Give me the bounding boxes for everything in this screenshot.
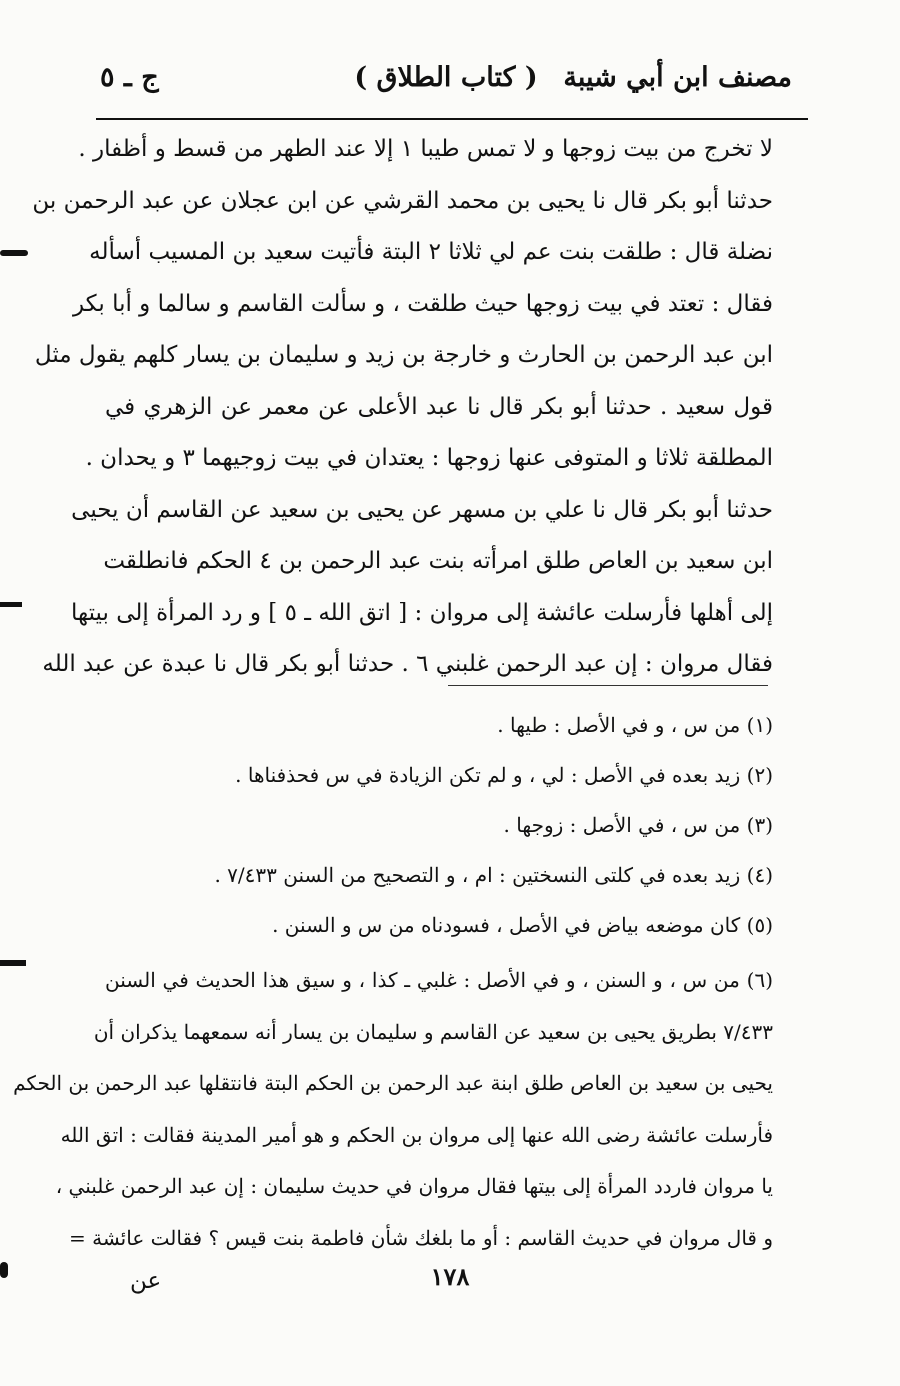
footnote-line: فأرسلت عائشة رضى الله عنها إلى مروان بن الحكم و هو أمير المدينة فقالت : اتق الله <box>60 1122 773 1147</box>
main-text <box>32 124 773 691</box>
footnote: (٥) كان موضعه بياض في الأصل ، فسودناه من س و السنن . <box>272 913 773 937</box>
scan-mark <box>0 602 22 607</box>
text-line: إلى أهلها فأرسلت عائشة إلى مروان : [ اتق الله ـ ٥ ] و رد المرأة إلى بيتها <box>71 599 773 626</box>
text-line: ابن سعيد بن العاص طلق امرأته بنت عبد الرحمن بن ٤ الحكم فانطلقت <box>103 548 773 574</box>
text-line: فقال : تعتد في بيت زوجها حيث طلقت ، و سألت القاسم و سالما و أبا بكر <box>72 290 773 317</box>
text-line: حدثنا أبو بكر قال نا علي بن مسهر عن يحيى بن سعيد عن القاسم أن يحيى <box>71 496 773 523</box>
footnote: (٣) من س ، في الأصل : زوجها . <box>503 813 773 837</box>
text-line: فقال مروان : إن عبد الرحمن غلبني ٦ . حدثنا أبو بكر قال نا عبدة عن عبد الله <box>42 651 773 677</box>
footnote-long <box>13 955 773 1264</box>
text-line: لا تخرج من بيت زوجها و لا تمس طيبا ١ إلا عند الطهر من قسط و أظفار . <box>78 136 773 162</box>
footnote: (٢) زيد بعده في الأصل : لي ، و لم تكن الزيادة في س فحذفناها . <box>235 763 773 787</box>
footnote-line: و قال مروان في حديث القاسم : أو ما بلغك شأن فاطمة بنت قيس ؟ فقالت عائشة = <box>68 1225 773 1250</box>
header-rule <box>96 118 808 120</box>
footnote-line: يا مروان فاردد المرأة إلى بيتها فقال مروان في حديث سليمان : إن عبد الرحمن غلبني ، <box>55 1174 773 1198</box>
footnote-line: يحيى بن سعيد بن العاص طلق ابنة عبد الرحمن بن الحكم البتة فانتقلها عبد الرحمن بن الحكم <box>13 1071 773 1095</box>
footnote: (٤) زيد بعده في كلتى النسختين : ام ، و التصحيح من السنن ٧/٤٣٣ . <box>214 863 773 887</box>
footnote-line: ٧/٤٣٣ بطريق يحيى بن سعيد عن القاسم و سليمان بن يسار أنه سمعهما يذكران أن <box>93 1019 773 1044</box>
running-header <box>100 62 792 112</box>
text-line: حدثنا أبو بكر قال نا يحيى بن محمد القرشي عن ابن عجلان عن عبد الرحمن بن <box>32 187 773 214</box>
chapter-title: ( كتاب الطلاق ) <box>354 62 538 93</box>
catchword: عن <box>130 1268 162 1294</box>
book-title: مصنف ابن أبي شيبة <box>563 62 792 93</box>
footnote-rule <box>448 685 768 686</box>
scan-mark <box>0 960 26 966</box>
text-line: نضلة قال : طلقت بنت عم لي ثلاثا ٢ البتة فأتيت سعيد بن المسيب أسأله <box>89 239 773 265</box>
footnote-line: (٦) من س ، و السنن ، و في الأصل : غلبي ـ كذا ، و سيق هذا الحديث في السنن <box>105 968 773 992</box>
page-number: ١٧٨ <box>430 1262 470 1291</box>
text-line: المطلقة ثلاثا و المتوفى عنها زوجها : يعتدان في بيت زوجيهما ٣ و يحدان . <box>85 445 773 471</box>
text-line: قول سعيد . حدثنا أبو بكر قال نا عبد الأعلى عن معمر عن الزهري في <box>105 393 773 420</box>
text-line: ابن عبد الرحمن بن الحارث و خارجة بن زيد و سليمان بن يسار كلهم يقول مثل <box>34 342 773 368</box>
footnotes <box>105 700 773 950</box>
footnote: (١) من س ، و في الأصل : طيها . <box>497 713 773 737</box>
scan-mark <box>0 1262 8 1278</box>
scan-mark <box>0 250 28 256</box>
volume-number: ج ـ ٥ <box>100 62 159 93</box>
